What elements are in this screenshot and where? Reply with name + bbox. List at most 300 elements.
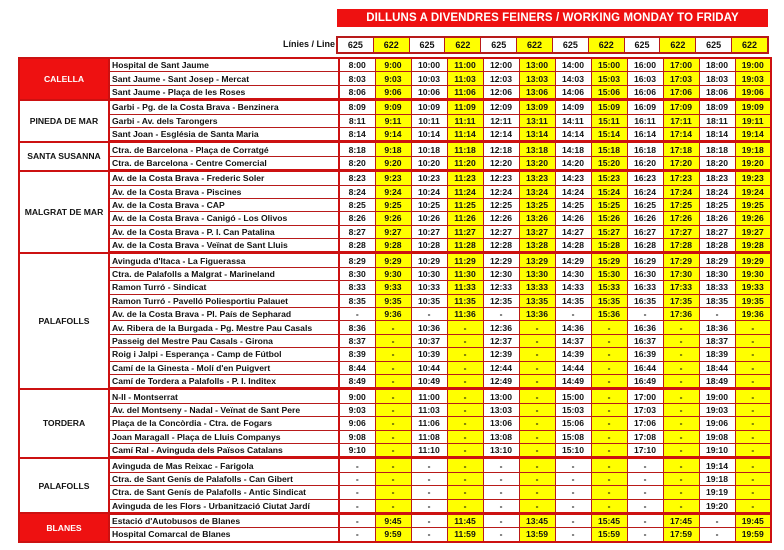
stop-name: Av. Ribera de la Burgada - Pg. Mestre Pau Casals: [109, 321, 338, 334]
departure-time: 14:33: [555, 281, 591, 294]
departure-time: 13:06: [483, 417, 519, 430]
departure-time: 13:11: [519, 114, 555, 127]
departure-time: 13:23: [519, 171, 555, 185]
departure-time: 9:28: [375, 239, 411, 253]
stop-row: [19, 267, 771, 280]
departure-time: -: [735, 486, 771, 499]
departure-time: 17:30: [663, 267, 699, 280]
departure-time: 14:35: [555, 294, 591, 307]
departure-time: 17:59: [663, 528, 699, 542]
stop-row: [19, 114, 771, 127]
stop-name: Ctra. de Barcelona - Plaça de Corratgé: [109, 142, 338, 156]
departure-time: 19:03: [699, 403, 735, 416]
departure-time: 8:25: [339, 198, 375, 211]
departure-time: 9:45: [375, 513, 411, 527]
departure-time: 18:39: [699, 348, 735, 361]
departure-time: 17:06: [627, 417, 663, 430]
departure-time: 13:18: [519, 142, 555, 156]
departure-time: -: [591, 443, 627, 457]
departure-time: 14:20: [555, 156, 591, 170]
departure-time: -: [735, 348, 771, 361]
stop-name: Sant Jaume - Plaça de les Roses: [109, 85, 338, 99]
departure-time: 11:28: [447, 239, 483, 253]
departure-time: -: [591, 361, 627, 374]
line-number-625: 625: [553, 38, 589, 52]
departure-time: -: [483, 458, 519, 472]
departure-time: 8:44: [339, 361, 375, 374]
stop-row: [19, 374, 771, 388]
stop-name: Av. del Montseny - Nadal - Veïnat de Sant Pere: [109, 403, 338, 416]
departure-time: -: [375, 403, 411, 416]
lines-header-row: [0, 36, 784, 53]
departure-time: 11:14: [447, 127, 483, 141]
departure-time: 14:06: [555, 85, 591, 99]
departure-time: 17:00: [627, 389, 663, 403]
departure-time: 19:30: [735, 267, 771, 280]
departure-time: -: [735, 374, 771, 388]
departure-time: 9:00: [339, 389, 375, 403]
departure-time: 19:09: [735, 100, 771, 114]
departure-time: 14:49: [555, 374, 591, 388]
departure-time: 17:14: [663, 127, 699, 141]
departure-time: -: [591, 334, 627, 347]
departure-time: 18:27: [699, 225, 735, 238]
departure-time: 12:28: [483, 239, 519, 253]
departure-time: 14:27: [555, 225, 591, 238]
departure-time: -: [375, 472, 411, 485]
departure-time: -: [591, 321, 627, 334]
departure-time: 13:28: [519, 239, 555, 253]
departure-time: -: [627, 486, 663, 499]
departure-time: 19:06: [735, 85, 771, 99]
line-number-622: 622: [732, 38, 767, 52]
departure-time: 10:49: [411, 374, 447, 388]
departure-time: 19:20: [699, 499, 735, 513]
departure-time: -: [339, 486, 375, 499]
departure-time: 9:59: [375, 528, 411, 542]
departure-time: 8:33: [339, 281, 375, 294]
departure-time: 12:37: [483, 334, 519, 347]
departure-time: -: [555, 528, 591, 542]
departure-time: 16:37: [627, 334, 663, 347]
stop-name: Hospital Comarcal de Blanes: [109, 528, 338, 542]
departure-time: 12:49: [483, 374, 519, 388]
departure-time: 16:20: [627, 156, 663, 170]
departure-time: 15:33: [591, 281, 627, 294]
departure-time: 17:23: [663, 171, 699, 185]
departure-time: 18:49: [699, 374, 735, 388]
stop-row: [19, 72, 771, 85]
departure-time: 17:28: [663, 239, 699, 253]
departure-time: 14:00: [555, 58, 591, 72]
departure-time: 10:06: [411, 85, 447, 99]
departure-time: 17:03: [663, 72, 699, 85]
departure-time: 15:09: [591, 100, 627, 114]
departure-time: 17:03: [627, 403, 663, 416]
stop-name: Av. de la Costa Brava - CAP: [109, 198, 338, 211]
departure-time: 14:18: [555, 142, 591, 156]
departure-time: 11:06: [411, 417, 447, 430]
departure-time: 12:00: [483, 58, 519, 72]
departure-time: 15:23: [591, 171, 627, 185]
departure-time: -: [663, 472, 699, 485]
departure-time: 13:00: [519, 58, 555, 72]
departure-time: 11:03: [411, 403, 447, 416]
departure-time: -: [627, 513, 663, 527]
schedule-title-banner: DILLUNS A DIVENDRES FEINERS / WORKING MONDAY TO FRIDAY: [337, 9, 768, 27]
stop-row: [19, 486, 771, 499]
departure-time: 9:11: [375, 114, 411, 127]
departure-time: -: [735, 321, 771, 334]
stop-row: [19, 100, 771, 114]
stop-row: [19, 472, 771, 485]
stop-row: [19, 334, 771, 347]
departure-time: -: [699, 308, 735, 321]
departure-time: 15:06: [555, 417, 591, 430]
stop-row: [19, 142, 771, 156]
departure-time: 11:00: [447, 58, 483, 72]
departure-time: 11:33: [447, 281, 483, 294]
stop-row: [19, 185, 771, 198]
departure-time: 16:14: [627, 127, 663, 141]
departure-time: 10:28: [411, 239, 447, 253]
stop-name: Garbi - Av. dels Tarongers: [109, 114, 338, 127]
departure-time: 19:27: [735, 225, 771, 238]
stop-row: [19, 171, 771, 185]
departure-time: 8:49: [339, 374, 375, 388]
line-number-622: 622: [374, 38, 410, 52]
departure-time: 10:25: [411, 198, 447, 211]
line-number-622: 622: [445, 38, 481, 52]
departure-time: -: [591, 472, 627, 485]
departure-time: 15:27: [591, 225, 627, 238]
departure-time: 16:35: [627, 294, 663, 307]
departure-time: 15:35: [591, 294, 627, 307]
departure-time: 10:11: [411, 114, 447, 127]
departure-time: -: [447, 430, 483, 443]
departure-time: -: [375, 374, 411, 388]
departure-time: 9:35: [375, 294, 411, 307]
departure-time: 18:33: [699, 281, 735, 294]
region-label: SANTA SUSANNA: [19, 142, 109, 171]
departure-time: 14:14: [555, 127, 591, 141]
departure-time: -: [519, 486, 555, 499]
departure-time: -: [375, 499, 411, 513]
departure-time: 8:30: [339, 267, 375, 280]
departure-time: -: [591, 486, 627, 499]
departure-time: -: [339, 472, 375, 485]
stop-row: [19, 85, 771, 99]
departure-time: 10:37: [411, 334, 447, 347]
line-number-625: 625: [410, 38, 446, 52]
departure-time: 16:28: [627, 239, 663, 253]
departure-time: -: [483, 308, 519, 321]
departure-time: 15:30: [591, 267, 627, 280]
region-label: PALAFOLLS: [19, 253, 109, 389]
line-number-625: 625: [338, 38, 374, 52]
departure-time: -: [663, 417, 699, 430]
departure-time: -: [339, 528, 375, 542]
departure-time: 8:06: [339, 85, 375, 99]
departure-time: 19:19: [699, 486, 735, 499]
departure-time: -: [519, 458, 555, 472]
departure-time: -: [447, 486, 483, 499]
departure-time: -: [411, 499, 447, 513]
stop-row: [19, 403, 771, 416]
stop-row: [19, 308, 771, 321]
departure-time: -: [663, 486, 699, 499]
departure-time: 17:00: [663, 58, 699, 72]
departure-time: 14:09: [555, 100, 591, 114]
departure-time: 10:44: [411, 361, 447, 374]
departure-time: 10:35: [411, 294, 447, 307]
departure-time: -: [735, 458, 771, 472]
departure-time: 19:26: [735, 212, 771, 225]
departure-time: 13:06: [519, 85, 555, 99]
departure-time: 13:03: [483, 403, 519, 416]
departure-time: 14:28: [555, 239, 591, 253]
departure-time: 13:30: [519, 267, 555, 280]
departure-time: -: [699, 513, 735, 527]
departure-time: 11:27: [447, 225, 483, 238]
line-number-622: 622: [517, 38, 553, 52]
stop-name: Camí Ral - Avinguda dels Països Catalans: [109, 443, 338, 457]
departure-time: 13:29: [519, 253, 555, 267]
stop-name: Sant Joan - Església de Santa Maria: [109, 127, 338, 141]
departure-time: 8:03: [339, 72, 375, 85]
stop-name: Av. de la Costa Brava - Canigó - Los Olivos: [109, 212, 338, 225]
departure-time: 17:20: [663, 156, 699, 170]
departure-time: -: [411, 486, 447, 499]
departure-time: 11:11: [447, 114, 483, 127]
stop-name: Ctra. de Barcelona - Centre Comercial: [109, 156, 338, 170]
departure-time: -: [555, 458, 591, 472]
departure-time: 10:27: [411, 225, 447, 238]
departure-time: 11:23: [447, 171, 483, 185]
departure-time: 11:30: [447, 267, 483, 280]
departure-time: 13:33: [519, 281, 555, 294]
departure-time: -: [663, 403, 699, 416]
departure-time: 16:26: [627, 212, 663, 225]
departure-time: 19:00: [735, 58, 771, 72]
departure-time: 9:03: [339, 403, 375, 416]
departure-time: 17:08: [627, 430, 663, 443]
departure-time: 10:20: [411, 156, 447, 170]
departure-time: -: [663, 361, 699, 374]
line-number-622: 622: [660, 38, 696, 52]
departure-time: 10:00: [411, 58, 447, 72]
stop-name: Roig i Jalpi - Esperança - Camp de Fútbol: [109, 348, 338, 361]
departure-time: 14:23: [555, 171, 591, 185]
departure-time: 12:20: [483, 156, 519, 170]
stop-row: [19, 458, 771, 472]
departure-time: -: [339, 458, 375, 472]
departure-time: -: [375, 443, 411, 457]
departure-time: -: [555, 308, 591, 321]
departure-time: 10:03: [411, 72, 447, 85]
departure-time: 12:26: [483, 212, 519, 225]
departure-time: 18:14: [699, 127, 735, 141]
departure-time: 12:44: [483, 361, 519, 374]
departure-time: 17:26: [663, 212, 699, 225]
stop-row: [19, 361, 771, 374]
departure-time: 10:23: [411, 171, 447, 185]
departure-time: 17:29: [663, 253, 699, 267]
departure-time: 15:08: [555, 430, 591, 443]
region-label: BLANES: [19, 513, 109, 541]
stop-name: Avinguda de Mas Reixac - Farigola: [109, 458, 338, 472]
departure-time: 12:27: [483, 225, 519, 238]
departure-time: 11:18: [447, 142, 483, 156]
departure-time: 16:06: [627, 85, 663, 99]
departure-time: -: [447, 499, 483, 513]
departure-time: 15:25: [591, 198, 627, 211]
stop-row: [19, 513, 771, 527]
region-label: TORDERA: [19, 389, 109, 458]
line-numbers: [336, 36, 769, 54]
departure-time: -: [627, 472, 663, 485]
departure-time: 10:30: [411, 267, 447, 280]
departure-time: -: [735, 389, 771, 403]
departure-time: 14:37: [555, 334, 591, 347]
departure-time: -: [375, 389, 411, 403]
departure-time: 18:35: [699, 294, 735, 307]
stop-name: Av. de la Costa Brava - Veïnat de Sant Lluis: [109, 239, 338, 253]
departure-time: 16:23: [627, 171, 663, 185]
departure-time: 8:28: [339, 239, 375, 253]
departure-time: 13:27: [519, 225, 555, 238]
stop-row: [19, 294, 771, 307]
departure-time: 8:00: [339, 58, 375, 72]
stop-name: Estació d'Autobusos de Blanes: [109, 513, 338, 527]
departure-time: -: [699, 528, 735, 542]
departure-time: -: [663, 389, 699, 403]
departure-time: 16:00: [627, 58, 663, 72]
departure-time: 13:59: [519, 528, 555, 542]
departure-time: 15:45: [591, 513, 627, 527]
stop-row: [19, 253, 771, 267]
stop-name: Passeig del Mestre Pau Casals - Girona: [109, 334, 338, 347]
stop-row: [19, 499, 771, 513]
departure-time: 8:11: [339, 114, 375, 127]
departure-time: 13:20: [519, 156, 555, 170]
departure-time: -: [519, 403, 555, 416]
departure-time: 17:25: [663, 198, 699, 211]
departure-time: 13:10: [483, 443, 519, 457]
departure-time: 13:08: [483, 430, 519, 443]
departure-time: 9:20: [375, 156, 411, 170]
departure-time: 18:06: [699, 85, 735, 99]
departure-time: 12:18: [483, 142, 519, 156]
departure-time: 13:36: [519, 308, 555, 321]
departure-time: 13:03: [519, 72, 555, 85]
departure-time: 13:45: [519, 513, 555, 527]
departure-time: 11:26: [447, 212, 483, 225]
departure-time: 11:45: [447, 513, 483, 527]
departure-time: 8:20: [339, 156, 375, 170]
departure-time: 9:23: [375, 171, 411, 185]
stop-name: Ctra. de Palafolls a Malgrat - Marineland: [109, 267, 338, 280]
stop-name: Camí de Tordera a Palafolls - P. I. Inditex: [109, 374, 338, 388]
departure-time: -: [519, 430, 555, 443]
departure-time: -: [555, 499, 591, 513]
departure-time: -: [375, 334, 411, 347]
departure-time: 15:28: [591, 239, 627, 253]
stop-row: [19, 321, 771, 334]
departure-time: -: [591, 348, 627, 361]
departure-time: 18:18: [699, 142, 735, 156]
departure-time: 18:44: [699, 361, 735, 374]
departure-time: 10:09: [411, 100, 447, 114]
departure-time: -: [591, 389, 627, 403]
departure-time: 17:10: [627, 443, 663, 457]
departure-time: 19:20: [735, 156, 771, 170]
departure-time: -: [447, 389, 483, 403]
departure-time: 16:18: [627, 142, 663, 156]
departure-time: -: [411, 472, 447, 485]
departure-time: -: [375, 321, 411, 334]
departure-time: -: [339, 308, 375, 321]
departure-time: 12:39: [483, 348, 519, 361]
departure-time: 10:29: [411, 253, 447, 267]
stop-name: Avinguda de les Flors - Urbanització Ciutat Jardí: [109, 499, 338, 513]
departure-time: -: [519, 321, 555, 334]
departure-time: -: [375, 486, 411, 499]
stop-name: Garbi - Pg. de la Costa Brava - Benzinera: [109, 100, 338, 114]
departure-time: 14:03: [555, 72, 591, 85]
departure-time: -: [663, 499, 699, 513]
departure-time: -: [735, 417, 771, 430]
departure-time: -: [735, 334, 771, 347]
departure-time: 19:18: [699, 472, 735, 485]
departure-time: -: [519, 499, 555, 513]
departure-time: 9:00: [375, 58, 411, 72]
departure-time: 17:36: [663, 308, 699, 321]
departure-time: -: [447, 361, 483, 374]
departure-time: 16:29: [627, 253, 663, 267]
departure-time: 10:39: [411, 348, 447, 361]
departure-time: 19:35: [735, 294, 771, 307]
departure-time: 13:14: [519, 127, 555, 141]
region-label: CALELLA: [19, 58, 109, 100]
departure-time: 8:18: [339, 142, 375, 156]
stop-row: [19, 239, 771, 253]
departure-time: 19:23: [735, 171, 771, 185]
departure-time: 12:14: [483, 127, 519, 141]
departure-time: 11:25: [447, 198, 483, 211]
departure-time: -: [735, 361, 771, 374]
departure-time: 16:49: [627, 374, 663, 388]
departure-time: 18:29: [699, 253, 735, 267]
stop-row: [19, 348, 771, 361]
departure-time: -: [411, 513, 447, 527]
departure-time: 18:00: [699, 58, 735, 72]
departure-time: -: [735, 443, 771, 457]
departure-time: 18:36: [699, 321, 735, 334]
stop-name: Hospital de Sant Jaume: [109, 58, 338, 72]
timetable: [18, 57, 772, 543]
departure-time: 18:28: [699, 239, 735, 253]
stop-row: [19, 281, 771, 294]
departure-time: -: [663, 443, 699, 457]
departure-time: -: [735, 403, 771, 416]
departure-time: -: [663, 458, 699, 472]
departure-time: 19:00: [699, 389, 735, 403]
departure-time: 11:08: [411, 430, 447, 443]
departure-time: 9:36: [375, 308, 411, 321]
departure-time: -: [447, 458, 483, 472]
departure-time: 17:06: [663, 85, 699, 99]
